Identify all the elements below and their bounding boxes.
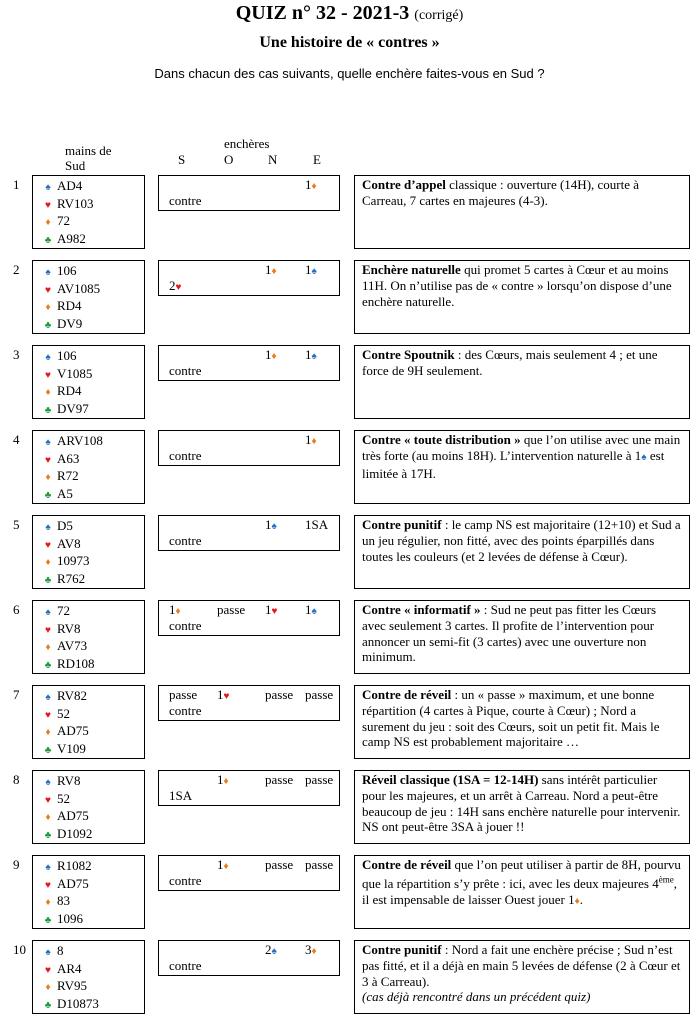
- bid-n: [265, 517, 277, 533]
- comment-headline: Contre punitif: [362, 942, 442, 957]
- hand-line: [39, 485, 144, 503]
- comment-headline: Contre de réveil: [362, 687, 452, 702]
- case-number: 5: [13, 517, 20, 532]
- auction-box: [158, 940, 340, 976]
- hand-cards: V1085: [57, 365, 93, 381]
- diamond-icon: ♦: [45, 897, 51, 909]
- heart-icon: ♥: [223, 691, 230, 702]
- hand-cards: 106: [57, 348, 77, 363]
- comment-headline: Contre Spoutnik: [362, 347, 455, 362]
- case-number: 3: [13, 347, 20, 362]
- hand-line: [39, 960, 144, 978]
- hand-line: [39, 297, 144, 315]
- bid-e: [305, 347, 317, 363]
- diamond-icon: ♦: [45, 472, 51, 484]
- bid-n: [265, 602, 277, 618]
- cases.4.auction.line2.S-text: contre: [169, 533, 202, 548]
- header-seat-west: O: [224, 152, 234, 167]
- hand-line: [39, 535, 144, 553]
- case-comment: [354, 770, 690, 844]
- hand-line: [39, 570, 144, 588]
- case-comment: [354, 260, 690, 334]
- hand-line: [39, 347, 144, 365]
- header-seat-east: E: [313, 152, 321, 167]
- cases.8.auction.line1.O-text: 1: [217, 857, 224, 872]
- hand-cards: AD4: [57, 178, 83, 193]
- hand-cards: DV97: [57, 400, 89, 416]
- cases.8.comment.seg1-text: , il est impensable de laisser Ouest jouer 1: [362, 876, 677, 907]
- hand-line: [39, 280, 144, 298]
- cases.6.auction.line1.N-text: passe: [265, 687, 294, 702]
- spade-icon: ♠: [45, 267, 51, 278]
- case-number: 9: [13, 857, 20, 872]
- comment-headline: Contre de réveil: [362, 857, 452, 872]
- hand-line: [39, 942, 144, 960]
- club-icon: ♣: [44, 914, 52, 926]
- comment-note: (cas déjà rencontré dans un précédent quiz): [362, 989, 591, 1005]
- hand-line: [39, 450, 144, 468]
- spade-icon: ♠: [45, 352, 51, 363]
- heart-icon: ♥: [45, 539, 51, 551]
- club-icon: ♣: [44, 404, 52, 416]
- hand-line: [39, 620, 144, 638]
- heart-icon: ♥: [175, 282, 182, 293]
- cases.1.auction.line1.N-text: 1: [265, 262, 272, 277]
- hand-line: [39, 857, 144, 875]
- spade-icon: ♠: [271, 946, 277, 957]
- diamond-icon: ♦: [45, 642, 51, 654]
- spade-icon: ♠: [45, 522, 51, 533]
- bid-s: [169, 278, 181, 294]
- cases.8.auction.line1.N-text: passe: [265, 857, 294, 872]
- case-comment: [354, 430, 690, 504]
- superscript: ème: [658, 874, 674, 885]
- comment-headline: Contre « toute distribution »: [362, 432, 521, 447]
- quiz-title-text: QUIZ n° 32 - 2021-3: [235, 2, 410, 24]
- hand-cards: ARV108: [57, 433, 103, 448]
- header-seat-north: N: [268, 152, 278, 167]
- comment-headline: Contre punitif: [362, 517, 442, 532]
- bid-o: [217, 772, 229, 788]
- auction-box: [158, 175, 340, 211]
- cases.3.comment.seg0-text: est limitée à 17H.: [362, 447, 665, 481]
- quiz-case: [0, 515, 699, 595]
- bid-o: [217, 857, 229, 873]
- hand-line: [39, 705, 144, 723]
- auction-box: [158, 685, 340, 721]
- bid-s: [169, 958, 201, 974]
- bid-s: [169, 703, 201, 719]
- spade-icon: ♠: [311, 606, 317, 617]
- cases.8.comment.seg0-text: que l’on peut utiliser à partir de 8H, pourvu que la répartition s’y prête : ici, avec les deux majeures 4: [362, 857, 681, 892]
- bid-n: [265, 857, 293, 873]
- cases.2.auction.line1.E-text: 1: [305, 347, 312, 362]
- quiz-case: [0, 685, 699, 765]
- bid-e: [305, 772, 333, 788]
- diamond-icon: ♦: [271, 266, 277, 277]
- hand-cards: V109: [57, 740, 86, 756]
- cases.8.auction.line2.S-text: contre: [169, 873, 202, 888]
- club-icon: ♣: [44, 744, 52, 756]
- auction-box: [158, 855, 340, 891]
- bid-e: [305, 177, 317, 193]
- cases.6.auction.line1.O-text: 1: [217, 687, 224, 702]
- heart-icon: ♥: [45, 794, 51, 806]
- heart-icon: ♥: [45, 624, 51, 636]
- spade-icon: ♠: [45, 947, 51, 958]
- cases.0.auction.line1.E-text: 1: [305, 177, 312, 192]
- hand-cards: AD75: [57, 875, 89, 891]
- spade-icon: ♠: [45, 777, 51, 788]
- bid-o: [217, 687, 229, 703]
- club-icon: ♣: [44, 659, 52, 671]
- hand-line: [39, 790, 144, 808]
- cases.4.auction.line1.E-text: 1SA: [305, 517, 329, 532]
- hand-line: [39, 722, 144, 740]
- hand-cards: AD75: [57, 808, 89, 824]
- diamond-icon: ♦: [45, 812, 51, 824]
- cases.2.auction.line1.N-text: 1: [265, 347, 272, 362]
- auction-box: [158, 515, 340, 551]
- south-hand: [32, 345, 145, 419]
- cases.2.comment.seg0-text: : des Cœurs, mais seulement 4 ; et une force de 9H seulement.: [362, 347, 658, 378]
- spade-icon: ♠: [45, 862, 51, 873]
- south-hand: [32, 430, 145, 504]
- spade-icon: ♠: [271, 521, 277, 532]
- case-number: 1: [13, 177, 20, 192]
- case-comment: [354, 685, 690, 759]
- hand-cards: AV8: [57, 535, 81, 551]
- club-icon: ♣: [44, 234, 52, 246]
- case-comment: [354, 345, 690, 419]
- case-number: 8: [13, 772, 20, 787]
- bid-n: [265, 347, 277, 363]
- quiz-case: [0, 430, 699, 510]
- diamond-icon: ♦: [45, 387, 51, 399]
- hand-cards: A982: [57, 230, 86, 246]
- diamond-icon: ♦: [223, 861, 229, 872]
- club-icon: ♣: [44, 489, 52, 501]
- diamond-icon: ♦: [271, 351, 277, 362]
- hand-cards: 72: [57, 603, 70, 618]
- cases.9.auction.line2.S-text: contre: [169, 958, 202, 973]
- comment-headline: Enchère naturelle: [362, 262, 461, 277]
- case-comment: [354, 175, 690, 249]
- cases.5.comment.seg0-text: : Sud ne peut pas fitter les Cœurs avec seulement 3 cartes. Il profite de l’intervention pour annoncer un semi-fit (3 cartes) avec une ouverture non minimum.: [362, 602, 657, 665]
- cases.7.auction.line1.O-text: 1: [217, 772, 224, 787]
- club-icon: ♣: [44, 999, 52, 1011]
- bid-s: [169, 873, 201, 889]
- club-icon: ♣: [44, 319, 52, 331]
- cases.6.comment.seg0-text: : un « passe » maximum, et une bonne répartition (4 cartes à Pique, courte à Cœur) ; Nord a surement du jeu : soit des Cœurs, soit un petit fit. Mais le camp NS est probablement majoritaire …: [362, 687, 660, 750]
- club-icon: ♣: [44, 829, 52, 841]
- cases.0.auction.line2.S-text: contre: [169, 193, 202, 208]
- hand-cards: 8: [57, 943, 64, 958]
- hand-line: [39, 400, 144, 418]
- auction-box: [158, 345, 340, 381]
- cases.0.comment.seg0-text: classique : ouverture (14H), courte à Carreau, 7 cartes en majeures (4-3).: [362, 177, 640, 208]
- bid-n: [265, 942, 277, 958]
- hand-cards: D1092: [57, 825, 93, 841]
- bid-s: [169, 618, 201, 634]
- hand-line: [39, 637, 144, 655]
- cases.1.comment.seg0-text: qui promet 5 cartes à Cœur et au moins 11H. On n’utilise pas de « contre » lorsqu’on dispose d’une enchère naturelle.: [362, 262, 672, 309]
- diamond-icon: ♦: [45, 982, 51, 994]
- cases.3.auction.line2.S-text: contre: [169, 448, 202, 463]
- hand-cards: 72: [57, 213, 70, 229]
- hand-line: [39, 467, 144, 485]
- hand-line: [39, 315, 144, 333]
- case-number: 7: [13, 687, 20, 702]
- bid-s: [169, 448, 201, 464]
- spade-icon: ♠: [311, 266, 317, 277]
- header-bids: enchères: [224, 136, 270, 151]
- hand-line: [39, 740, 144, 758]
- cases.3.comment.seg0-text: que l’on utilise avec une main très forte (au moins 18H). L’intervention naturelle à 1: [362, 432, 681, 463]
- quiz-title: [0, 2, 699, 25]
- hand-line: [39, 910, 144, 928]
- quiz-case: [0, 345, 699, 425]
- quiz-case: [0, 855, 699, 935]
- heart-icon: ♥: [45, 879, 51, 891]
- hand-cards: 83: [57, 893, 70, 909]
- hand-cards: RV95: [57, 978, 88, 994]
- heart-icon: ♥: [45, 284, 51, 296]
- cases.6.auction.line2.S-text: contre: [169, 703, 202, 718]
- hand-line: [39, 195, 144, 213]
- cases.5.auction.line1.E-text: 1: [305, 602, 312, 617]
- hand-cards: RD4: [57, 298, 82, 314]
- hand-line: [39, 382, 144, 400]
- bid-o: [217, 602, 245, 618]
- auction-box: [158, 260, 340, 296]
- case-comment: [354, 855, 690, 929]
- cases.3.auction.line1.E-text: 1: [305, 432, 312, 447]
- hand-line: [39, 365, 144, 383]
- bid-n: [265, 687, 293, 703]
- cases.5.auction.line1.O-text: passe: [217, 602, 246, 617]
- bid-s: [169, 788, 192, 804]
- cases.2.auction.line2.S-text: contre: [169, 363, 202, 378]
- south-hand: [32, 770, 145, 844]
- hand-line: [39, 177, 144, 195]
- hand-cards: 106: [57, 263, 77, 278]
- hand-cards: RD4: [57, 383, 82, 399]
- hand-line: [39, 212, 144, 230]
- header-hands: mains de Sud: [65, 143, 112, 173]
- cases.9.auction.line1.E-text: 3: [305, 942, 312, 957]
- bid-s: [169, 602, 181, 618]
- comment-headline: Contre d’appel: [362, 177, 446, 192]
- case-comment: [354, 600, 690, 674]
- hand-line: [39, 517, 144, 535]
- diamond-icon: ♦: [574, 895, 580, 907]
- spade-icon: ♠: [45, 692, 51, 703]
- hand-line: [39, 602, 144, 620]
- quiz-question: Dans chacun des cas suivants, quelle enchère faites-vous en Sud ?: [154, 66, 545, 81]
- south-hand: [32, 685, 145, 759]
- cases.4.auction.line1.N-text: 1: [265, 517, 272, 532]
- case-number: 4: [13, 432, 20, 447]
- hand-cards: 52: [57, 790, 70, 806]
- south-hand: [32, 600, 145, 674]
- hand-line: [39, 230, 144, 248]
- case-number: 10: [13, 942, 26, 957]
- cases.5.auction.line2.S-text: contre: [169, 618, 202, 633]
- case-comment: [354, 940, 690, 1014]
- bid-s: [169, 533, 201, 549]
- hand-cards: R1082: [57, 858, 92, 873]
- auction-box: [158, 430, 340, 466]
- south-hand: [32, 175, 145, 249]
- diamond-icon: ♦: [45, 217, 51, 229]
- hand-cards: AV73: [57, 638, 88, 654]
- quiz-case: [0, 940, 699, 1020]
- hand-line: [39, 432, 144, 450]
- diamond-icon: ♦: [175, 606, 181, 617]
- hand-cards: R762: [57, 570, 86, 586]
- cases.8.comment.seg1-text: .: [579, 891, 583, 907]
- hand-cards: AD75: [57, 723, 89, 739]
- hand-line: [39, 655, 144, 673]
- cases.5.auction.line1.N-text: 1: [265, 602, 272, 617]
- heart-icon: ♥: [271, 606, 278, 617]
- bid-e: [305, 262, 317, 278]
- diamond-icon: ♦: [45, 557, 51, 569]
- hand-cards: 52: [57, 705, 70, 721]
- quiz-case: [0, 175, 699, 255]
- case-number: 2: [13, 262, 20, 277]
- comment-headline: Contre « informatif »: [362, 602, 481, 617]
- quiz-case: [0, 260, 699, 340]
- hand-line: [39, 995, 144, 1013]
- spade-icon: ♠: [311, 351, 317, 362]
- bid-n: [265, 772, 293, 788]
- heart-icon: ♥: [45, 709, 51, 721]
- hand-cards: D5: [57, 518, 73, 533]
- cases.7.comment.seg0-text: sans intérêt particulier pour les majeures, et un arrêt à Carreau. Nord a peut-être beaucoup de jeu : 14H sans enchère naturelle pour intervenir. NS ont peut-être 3SA à jouer !!: [362, 772, 681, 835]
- hand-line: [39, 772, 144, 790]
- diamond-icon: ♦: [311, 946, 317, 957]
- spade-icon: ♠: [641, 451, 647, 463]
- bid-e: [305, 602, 317, 618]
- case-number: 6: [13, 602, 20, 617]
- hand-cards: RV8: [57, 620, 81, 636]
- cases.7.auction.line1.N-text: passe: [265, 772, 294, 787]
- hand-line: [39, 825, 144, 843]
- south-hand: [32, 855, 145, 929]
- diamond-icon: ♦: [45, 727, 51, 739]
- south-hand: [32, 940, 145, 1014]
- hand-cards: 10973: [57, 553, 90, 569]
- cases.6.auction.line1.E-text: passe: [305, 687, 334, 702]
- hand-cards: DV9: [57, 315, 83, 331]
- diamond-icon: ♦: [45, 302, 51, 314]
- hand-cards: A5: [57, 485, 73, 501]
- hand-cards: RV103: [57, 195, 94, 211]
- cases.7.auction.line1.E-text: passe: [305, 772, 334, 787]
- quiz-case: [0, 770, 699, 850]
- cases.1.auction.line1.E-text: 1: [305, 262, 312, 277]
- club-icon: ♣: [44, 574, 52, 586]
- bid-s: [169, 193, 201, 209]
- bid-e: [305, 687, 333, 703]
- hand-line: [39, 807, 144, 825]
- hand-cards: AV1085: [57, 280, 101, 296]
- cases.6.auction.line1.S-text: passe: [169, 687, 198, 702]
- heart-icon: ♥: [45, 964, 51, 976]
- header-seat-south: S: [178, 152, 186, 167]
- cases.8.auction.line1.E-text: passe: [305, 857, 334, 872]
- diamond-icon: ♦: [311, 181, 317, 192]
- hand-cards: R72: [57, 468, 79, 484]
- diamond-icon: ♦: [311, 436, 317, 447]
- cases.5.auction.line1.S-text: 1: [169, 602, 176, 617]
- quiz-title-suffix: (corrigé): [414, 8, 464, 23]
- hand-cards: RD108: [57, 655, 95, 671]
- bid-n: [265, 262, 277, 278]
- spade-icon: ♠: [45, 182, 51, 193]
- hand-cards: A63: [57, 450, 80, 466]
- hand-cards: RV82: [57, 688, 88, 703]
- hand-line: [39, 977, 144, 995]
- bid-e: [305, 432, 317, 448]
- hand-line: [39, 875, 144, 893]
- cases.4.comment.seg0-text: : le camp NS est majoritaire (12+10) et Sud a un jeu régulier, non fitté, avec des points éparpillés dans toutes les couleurs (et 2 levées de défense à Cœur).: [362, 517, 681, 564]
- bid-s: [169, 363, 201, 379]
- hand-line: [39, 892, 144, 910]
- auction-box: [158, 600, 340, 636]
- cases.9.comment.seg0-text: : Nord a fait une enchère précise ; Sud n’est pas fitté, et il a déjà en main 5 levées de défense (2 à Cœur et 3 à Carreau).: [362, 942, 681, 989]
- comment-headline: Réveil classique (1SA = 12-14H): [362, 772, 539, 787]
- diamond-icon: ♦: [223, 776, 229, 787]
- cases.7.auction.line2.S-text: 1SA: [169, 788, 193, 803]
- hand-line: [39, 262, 144, 280]
- spade-icon: ♠: [45, 437, 51, 448]
- quiz-case: [0, 600, 699, 680]
- bid-e: [305, 517, 328, 533]
- hand-cards: AR4: [57, 960, 82, 976]
- bid-s: [169, 687, 197, 703]
- hand-line: [39, 552, 144, 570]
- bid-e: [305, 942, 317, 958]
- cases.9.auction.line1.N-text: 2: [265, 942, 272, 957]
- bid-e: [305, 857, 333, 873]
- auction-box: [158, 770, 340, 806]
- hand-cards: D10873: [57, 995, 99, 1011]
- hand-cards: 1096: [57, 910, 83, 926]
- south-hand: [32, 515, 145, 589]
- heart-icon: ♥: [45, 369, 51, 381]
- hand-line: [39, 687, 144, 705]
- quiz-subtitle: Une histoire de « contres »: [259, 34, 440, 51]
- spade-icon: ♠: [45, 607, 51, 618]
- south-hand: [32, 260, 145, 334]
- case-comment: [354, 515, 690, 589]
- hand-cards: RV8: [57, 773, 81, 788]
- cases.1.auction.line2.S-text: 2: [169, 278, 176, 293]
- heart-icon: ♥: [45, 454, 51, 466]
- heart-icon: ♥: [45, 199, 51, 211]
